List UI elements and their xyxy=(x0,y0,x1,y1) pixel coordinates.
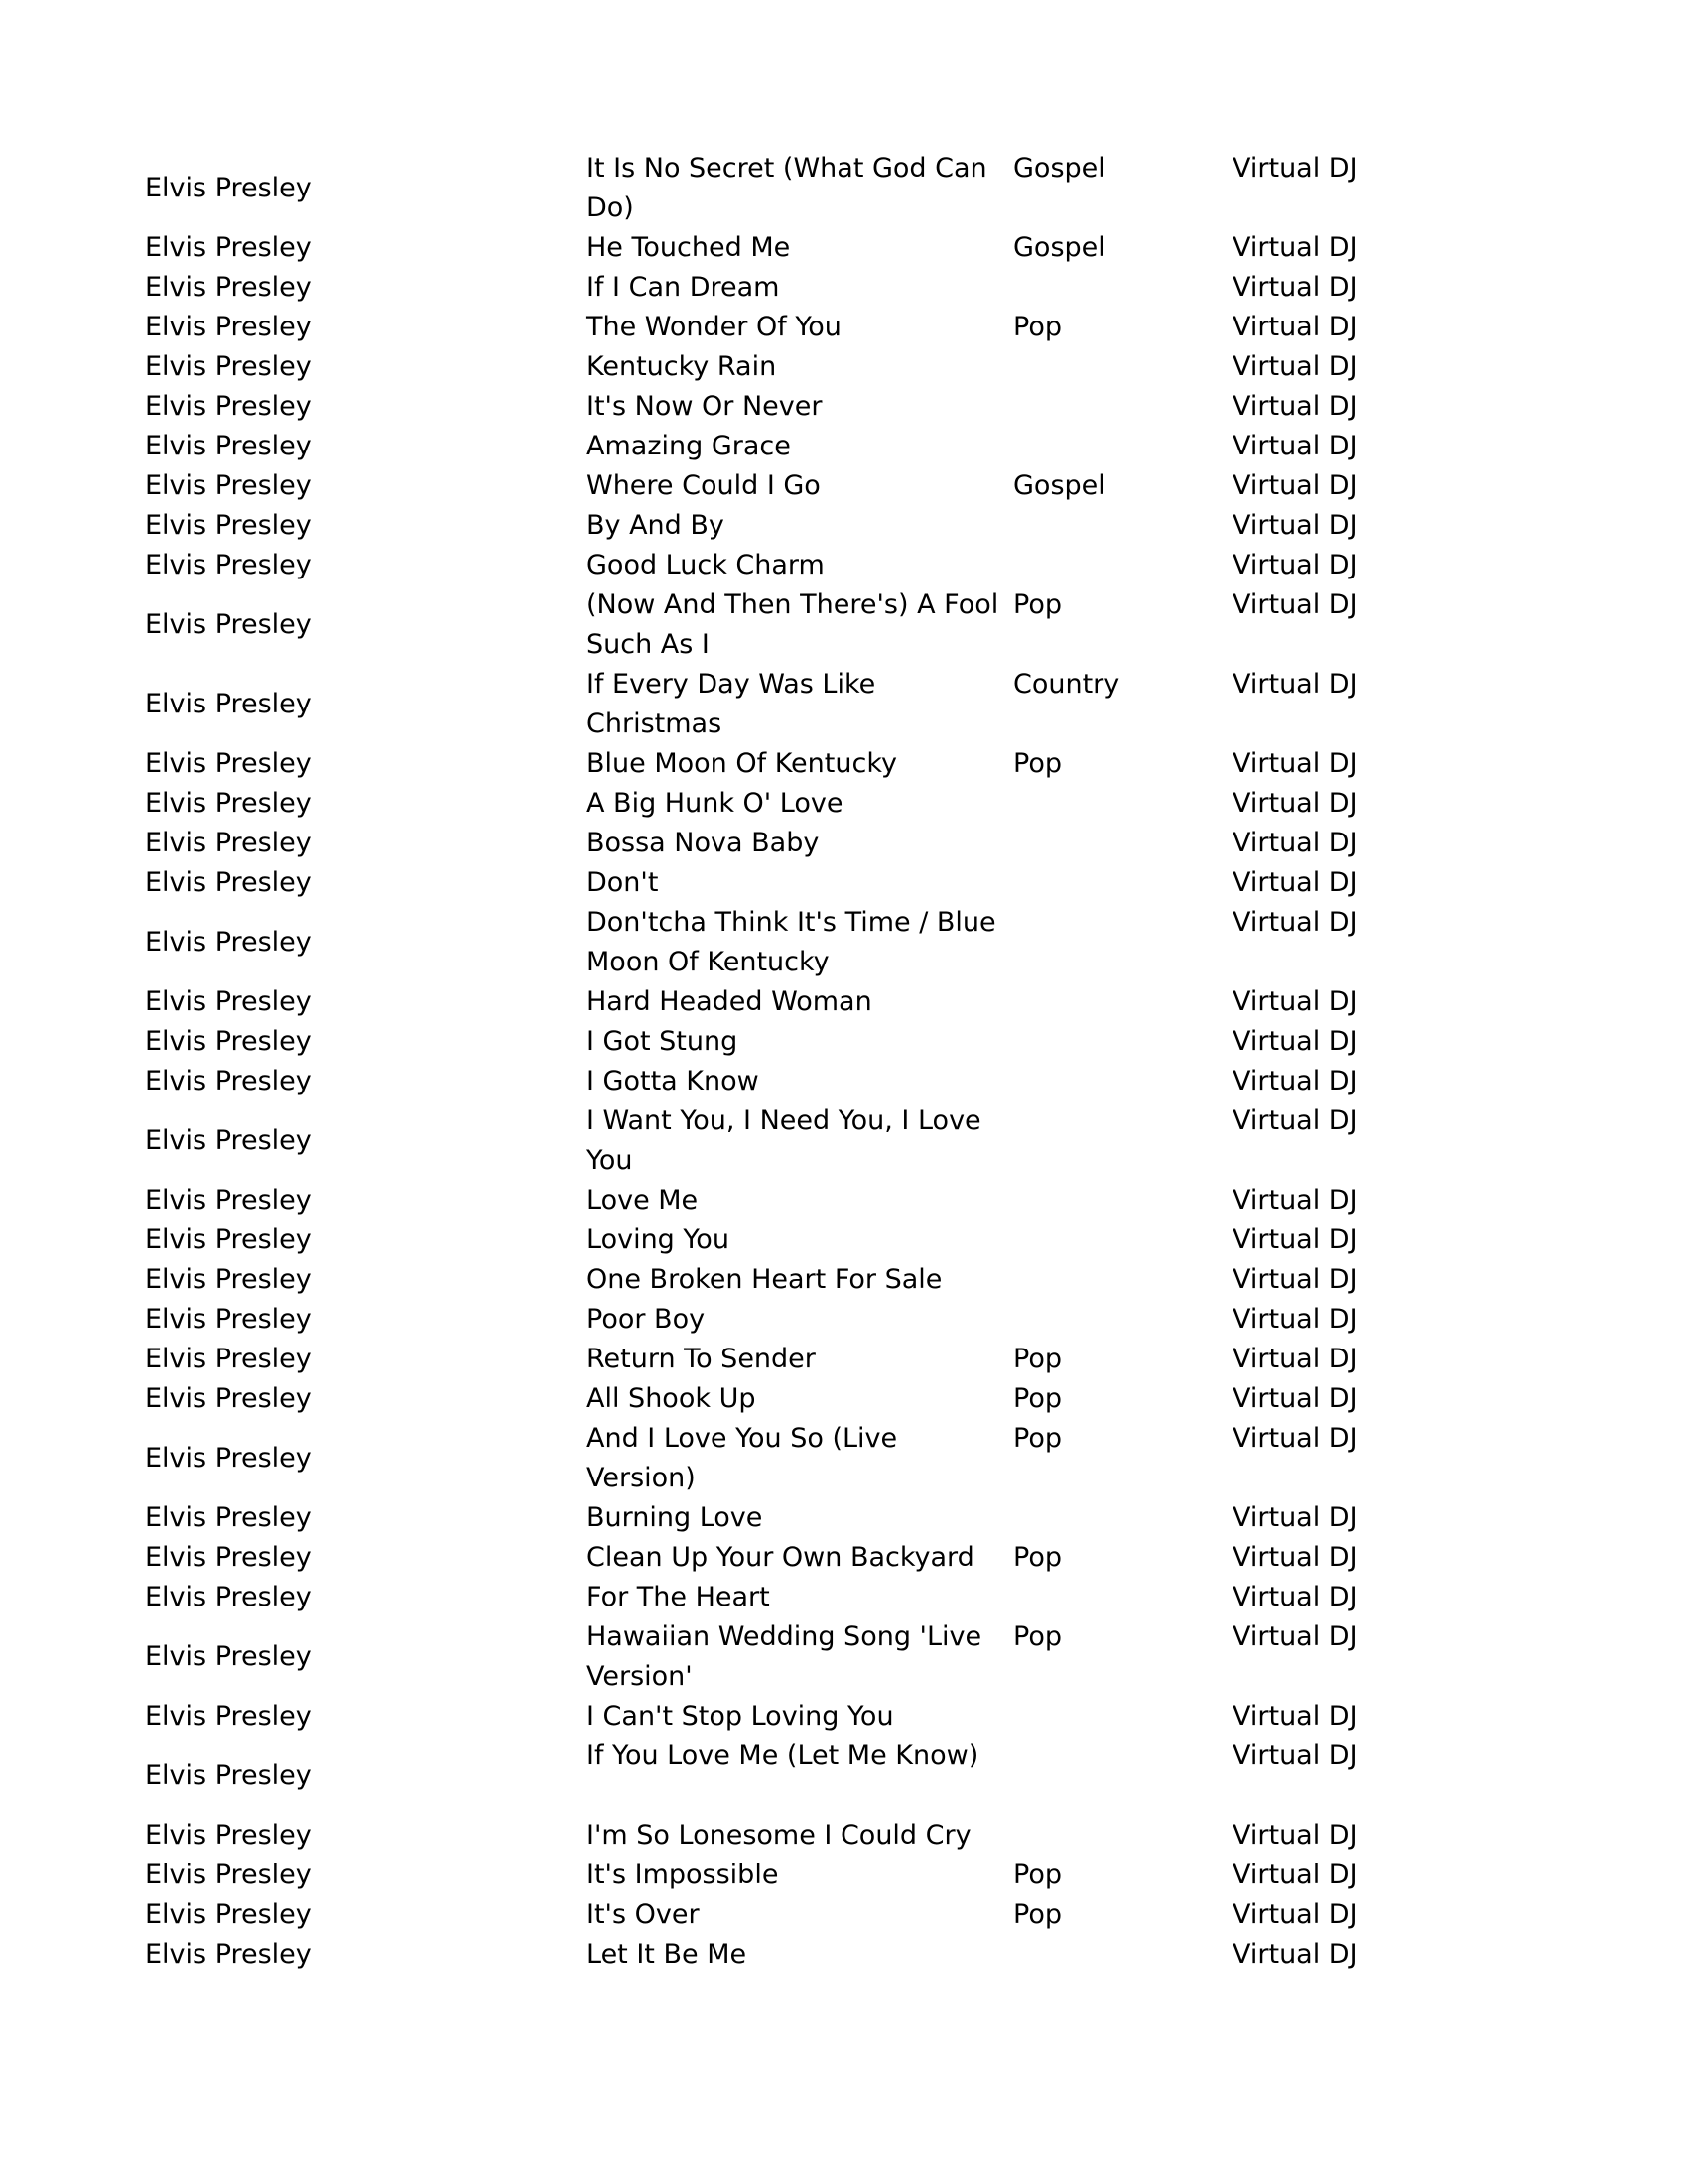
artist-cell: Elvis Presley xyxy=(145,1820,312,1851)
source-cell: Virtual DJ xyxy=(1233,1542,1358,1573)
title-cell: I Want You, I Need You, I Love You xyxy=(586,1105,981,1176)
song-row xyxy=(145,1816,1395,1856)
artist-cell: Elvis Presley xyxy=(145,748,312,779)
source-cell: Virtual DJ xyxy=(1233,1502,1358,1533)
artist-cell: Elvis Presley xyxy=(145,1066,312,1096)
source-cell: Virtual DJ xyxy=(1233,1185,1358,1216)
genre-cell xyxy=(1013,1022,1233,1062)
genre-cell: Gospel xyxy=(1013,153,1105,184)
source-cell: Virtual DJ xyxy=(1233,1383,1358,1414)
genre-cell xyxy=(1013,1816,1233,1856)
title-cell: Clean Up Your Own Backyard xyxy=(586,1542,974,1573)
source-cell: Virtual DJ xyxy=(1233,1899,1358,1930)
song-row xyxy=(145,427,1395,466)
genre-cell: Pop xyxy=(1013,1860,1062,1890)
source-cell: Virtual DJ xyxy=(1233,1264,1358,1295)
song-row xyxy=(145,1379,1395,1419)
artist-cell: Elvis Presley xyxy=(145,1344,312,1374)
artist-cell: Elvis Presley xyxy=(145,1760,312,1791)
genre-cell: Pop xyxy=(1013,1383,1062,1414)
source-cell: Virtual DJ xyxy=(1233,1026,1358,1057)
source-cell: Virtual DJ xyxy=(1233,867,1358,898)
song-row xyxy=(145,1022,1395,1062)
song-row xyxy=(145,506,1395,546)
genre-cell: Pop xyxy=(1013,1344,1062,1374)
title-cell: By And By xyxy=(586,510,724,541)
title-cell: Where Could I Go xyxy=(586,470,821,501)
song-row xyxy=(145,268,1395,308)
song-row xyxy=(145,982,1395,1022)
song-row xyxy=(145,387,1395,427)
artist-cell: Elvis Presley xyxy=(145,1502,312,1533)
song-row xyxy=(145,1498,1395,1538)
genre-cell xyxy=(1013,1260,1233,1300)
source-cell: Virtual DJ xyxy=(1233,351,1358,382)
artist-cell: Elvis Presley xyxy=(145,272,312,303)
title-cell: If Every Day Was Like Christmas xyxy=(586,669,876,739)
title-cell: Bossa Nova Baby xyxy=(586,828,820,858)
artist-cell: Elvis Presley xyxy=(145,1304,312,1335)
genre-cell xyxy=(1013,1220,1233,1260)
title-cell: Don't xyxy=(586,867,659,898)
genre-cell xyxy=(1013,268,1233,308)
artist-cell: Elvis Presley xyxy=(145,1641,312,1672)
genre-cell: Gospel xyxy=(1013,470,1105,501)
song-row xyxy=(145,1062,1395,1101)
genre-cell xyxy=(1013,982,1233,1022)
source-cell: Virtual DJ xyxy=(1233,986,1358,1017)
song-row xyxy=(145,347,1395,387)
title-cell: The Wonder Of You xyxy=(586,312,842,342)
artist-cell: Elvis Presley xyxy=(145,1026,312,1057)
title-cell: I Got Stung xyxy=(586,1026,738,1057)
title-cell: Don'tcha Think It's Time / Blue Moon Of Kentucky xyxy=(586,907,996,977)
source-cell: Virtual DJ xyxy=(1233,232,1358,263)
title-cell: Burning Love xyxy=(586,1502,763,1533)
song-row xyxy=(145,1856,1395,1895)
title-cell: I'm So Lonesome I Could Cry xyxy=(586,1820,972,1851)
title-cell: If You Love Me (Let Me Know) xyxy=(586,1740,979,1771)
song-list-table xyxy=(145,149,1395,1975)
genre-cell xyxy=(1013,863,1233,903)
artist-cell: Elvis Presley xyxy=(145,470,312,501)
source-cell: Virtual DJ xyxy=(1233,1939,1358,1970)
title-cell: A Big Hunk O' Love xyxy=(586,788,844,819)
source-cell: Virtual DJ xyxy=(1233,669,1358,700)
artist-cell: Elvis Presley xyxy=(145,351,312,382)
song-row xyxy=(145,1895,1395,1935)
song-row xyxy=(145,784,1395,824)
source-cell: Virtual DJ xyxy=(1233,748,1358,779)
artist-cell: Elvis Presley xyxy=(145,986,312,1017)
song-row xyxy=(145,308,1395,347)
song-row xyxy=(145,1300,1395,1340)
artist-cell: Elvis Presley xyxy=(145,391,312,422)
source-cell: Virtual DJ xyxy=(1233,1740,1358,1771)
song-row xyxy=(145,1578,1395,1617)
title-cell: It's Over xyxy=(586,1899,700,1930)
song-row xyxy=(145,1617,1395,1697)
genre-cell: Pop xyxy=(1013,589,1062,620)
artist-cell: Elvis Presley xyxy=(145,1125,312,1156)
artist-cell: Elvis Presley xyxy=(145,312,312,342)
title-cell: Loving You xyxy=(586,1224,729,1255)
artist-cell: Elvis Presley xyxy=(145,689,312,719)
genre-cell xyxy=(1013,1300,1233,1340)
artist-cell: Elvis Presley xyxy=(145,1939,312,1970)
title-cell: Blue Moon Of Kentucky xyxy=(586,748,897,779)
genre-cell: Gospel xyxy=(1013,232,1105,263)
source-cell: Virtual DJ xyxy=(1233,1820,1358,1851)
source-cell: Virtual DJ xyxy=(1233,550,1358,580)
source-cell: Virtual DJ xyxy=(1233,1860,1358,1890)
title-cell: Good Luck Charm xyxy=(586,550,825,580)
source-cell: Virtual DJ xyxy=(1233,1105,1358,1136)
song-row xyxy=(145,744,1395,784)
title-cell: I Can't Stop Loving You xyxy=(586,1701,894,1732)
source-cell: Virtual DJ xyxy=(1233,272,1358,303)
artist-cell: Elvis Presley xyxy=(145,510,312,541)
genre-cell xyxy=(1013,1736,1233,1816)
genre-cell: Pop xyxy=(1013,1542,1062,1573)
song-row xyxy=(145,903,1395,982)
title-cell: One Broken Heart For Sale xyxy=(586,1264,943,1295)
source-cell: Virtual DJ xyxy=(1233,828,1358,858)
song-row xyxy=(145,149,1395,228)
title-cell: It's Impossible xyxy=(586,1860,779,1890)
source-cell: Virtual DJ xyxy=(1233,1423,1358,1454)
song-row xyxy=(145,1935,1395,1975)
title-cell: Return To Sender xyxy=(586,1344,816,1374)
artist-cell: Elvis Presley xyxy=(145,431,312,461)
source-cell: Virtual DJ xyxy=(1233,589,1358,620)
source-cell: Virtual DJ xyxy=(1233,788,1358,819)
title-cell: He Touched Me xyxy=(586,232,791,263)
genre-cell xyxy=(1013,387,1233,427)
title-cell: (Now And Then There's) A Fool Such As I xyxy=(586,589,999,660)
genre-cell xyxy=(1013,1062,1233,1101)
song-row xyxy=(145,228,1395,268)
song-row xyxy=(145,665,1395,744)
genre-cell xyxy=(1013,546,1233,585)
genre-cell xyxy=(1013,1578,1233,1617)
genre-cell xyxy=(1013,903,1233,982)
genre-cell: Pop xyxy=(1013,748,1062,779)
artist-cell: Elvis Presley xyxy=(145,828,312,858)
artist-cell: Elvis Presley xyxy=(145,609,312,640)
song-row xyxy=(145,1736,1395,1816)
title-cell: Love Me xyxy=(586,1185,699,1216)
song-row xyxy=(145,1260,1395,1300)
source-cell: Virtual DJ xyxy=(1233,1304,1358,1335)
genre-cell xyxy=(1013,1101,1233,1181)
song-row xyxy=(145,1101,1395,1181)
source-cell: Virtual DJ xyxy=(1233,1582,1358,1612)
artist-cell: Elvis Presley xyxy=(145,550,312,580)
source-cell: Virtual DJ xyxy=(1233,1701,1358,1732)
song-row xyxy=(145,1220,1395,1260)
genre-cell xyxy=(1013,427,1233,466)
artist-cell: Elvis Presley xyxy=(145,1542,312,1573)
song-row xyxy=(145,1340,1395,1379)
artist-cell: Elvis Presley xyxy=(145,1860,312,1890)
genre-cell xyxy=(1013,1498,1233,1538)
source-cell: Virtual DJ xyxy=(1233,1621,1358,1652)
source-cell: Virtual DJ xyxy=(1233,1224,1358,1255)
song-row xyxy=(145,824,1395,863)
title-cell: If I Can Dream xyxy=(586,272,780,303)
title-cell: Kentucky Rain xyxy=(586,351,777,382)
genre-cell: Pop xyxy=(1013,1423,1062,1454)
artist-cell: Elvis Presley xyxy=(145,1264,312,1295)
source-cell: Virtual DJ xyxy=(1233,470,1358,501)
genre-cell xyxy=(1013,784,1233,824)
title-cell: It's Now Or Never xyxy=(586,391,823,422)
artist-cell: Elvis Presley xyxy=(145,1383,312,1414)
source-cell: Virtual DJ xyxy=(1233,1344,1358,1374)
genre-cell xyxy=(1013,824,1233,863)
artist-cell: Elvis Presley xyxy=(145,1224,312,1255)
song-list-body xyxy=(145,149,1395,1975)
source-cell: Virtual DJ xyxy=(1233,391,1358,422)
song-row xyxy=(145,1538,1395,1578)
artist-cell: Elvis Presley xyxy=(145,1701,312,1732)
artist-cell: Elvis Presley xyxy=(145,927,312,958)
title-cell: And I Love You So (Live Version) xyxy=(586,1423,898,1493)
title-cell: I Gotta Know xyxy=(586,1066,759,1096)
song-row xyxy=(145,1419,1395,1498)
song-row xyxy=(145,585,1395,665)
artist-cell: Elvis Presley xyxy=(145,1582,312,1612)
genre-cell xyxy=(1013,1181,1233,1220)
genre-cell xyxy=(1013,347,1233,387)
song-row xyxy=(145,546,1395,585)
artist-cell: Elvis Presley xyxy=(145,867,312,898)
song-row xyxy=(145,1697,1395,1736)
title-cell: Hard Headed Woman xyxy=(586,986,872,1017)
source-cell: Virtual DJ xyxy=(1233,510,1358,541)
title-cell: All Shook Up xyxy=(586,1383,756,1414)
genre-cell xyxy=(1013,1935,1233,1975)
artist-cell: Elvis Presley xyxy=(145,1185,312,1216)
artist-cell: Elvis Presley xyxy=(145,173,312,203)
title-cell: Amazing Grace xyxy=(586,431,791,461)
source-cell: Virtual DJ xyxy=(1233,153,1358,184)
artist-cell: Elvis Presley xyxy=(145,1443,312,1474)
song-row xyxy=(145,1181,1395,1220)
source-cell: Virtual DJ xyxy=(1233,431,1358,461)
title-cell: Hawaiian Wedding Song 'Live Version' xyxy=(586,1621,982,1692)
source-cell: Virtual DJ xyxy=(1233,312,1358,342)
genre-cell: Pop xyxy=(1013,312,1062,342)
artist-cell: Elvis Presley xyxy=(145,1899,312,1930)
genre-cell: Country xyxy=(1013,669,1120,700)
song-row xyxy=(145,466,1395,506)
title-cell: Poor Boy xyxy=(586,1304,706,1335)
artist-cell: Elvis Presley xyxy=(145,788,312,819)
song-row xyxy=(145,863,1395,903)
genre-cell xyxy=(1013,506,1233,546)
source-cell: Virtual DJ xyxy=(1233,907,1358,938)
title-cell: For The Heart xyxy=(586,1582,770,1612)
source-cell: Virtual DJ xyxy=(1233,1066,1358,1096)
title-cell: Let It Be Me xyxy=(586,1939,747,1970)
genre-cell xyxy=(1013,1697,1233,1736)
genre-cell: Pop xyxy=(1013,1621,1062,1652)
title-cell: It Is No Secret (What God Can Do) xyxy=(586,153,987,223)
genre-cell: Pop xyxy=(1013,1899,1062,1930)
artist-cell: Elvis Presley xyxy=(145,232,312,263)
